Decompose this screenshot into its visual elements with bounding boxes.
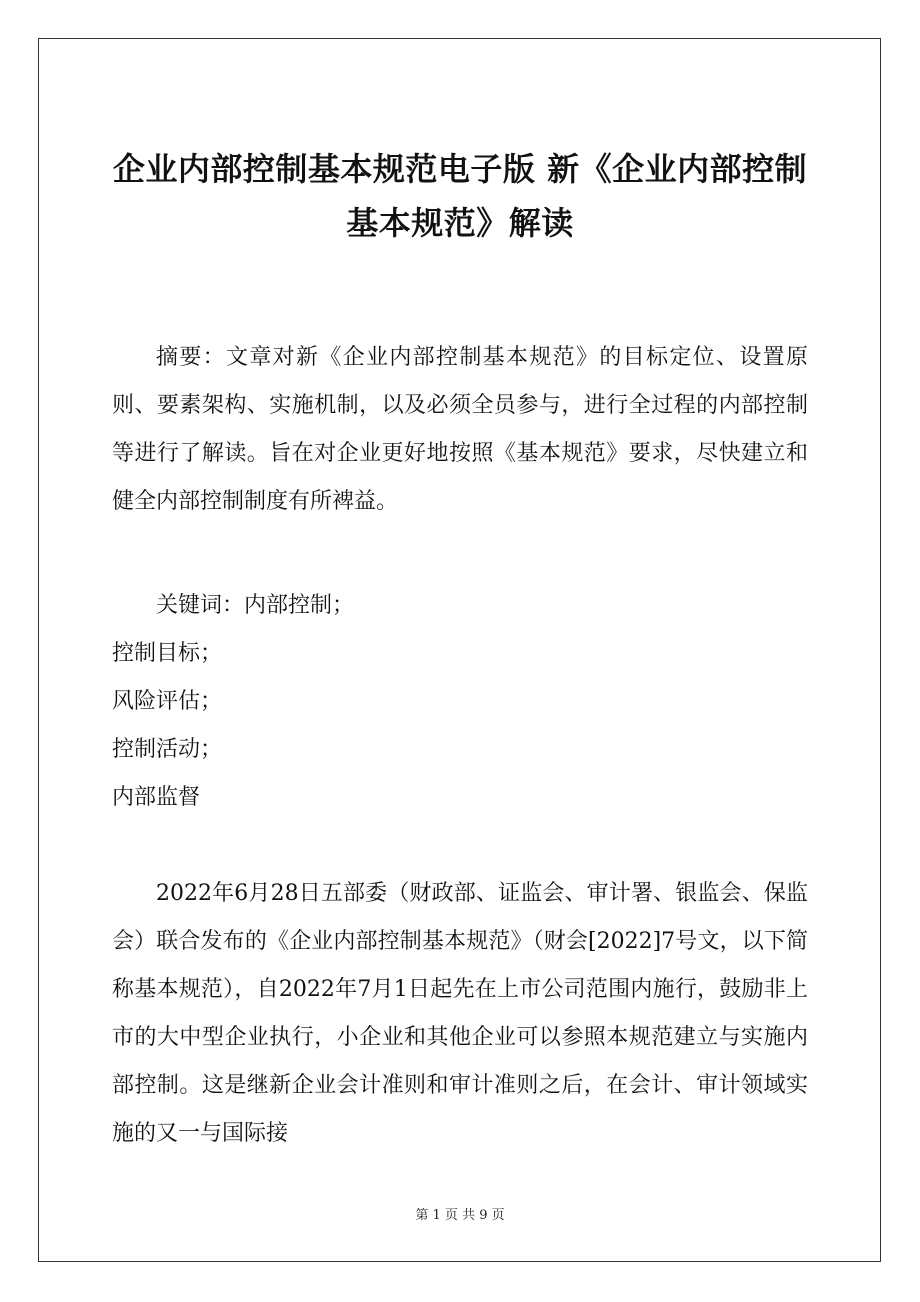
body-paragraph: 2022年6月28日五部委（财政部、证监会、审计署、银监会、保监会）联合发布的《企业内部控制基本规范》（财会[2022]7号文，以下简称基本规范），自2022年7月1日起先在上市公司范围内施行，鼓励非上市的大中型企业执行，小企业和其他企业可以参照本规范建立与实施内部控制。这是继新企业会计准则和审计准则之后，在会计、审计领域实施的又一与国际接: [112, 881, 808, 1146]
keyword-item: 控制活动；: [112, 737, 223, 762]
document-content: [112, 142, 808, 1158]
keywords-block: [112, 582, 808, 822]
keywords-line: 关键词：内部控制；: [156, 593, 355, 618]
page-footer: 第 1 页 共 9 页: [415, 1208, 505, 1223]
keyword-item: 风险评估；: [112, 689, 223, 714]
abstract-paragraph: 摘要：文章对新《企业内部控制基本规范》的目标定位、设置原则、要素架构、实施机制，以及必须全员参与，进行全过程的内部控制等进行了解读。旨在对企业更好地按照《基本规范》要求，尽快建立和健全内部控制制度有所裨益。: [112, 345, 808, 514]
document-title: 企业内部控制基本规范电子版 新《企业内部控制基本规范》解读: [112, 150, 808, 242]
keyword-item: 内部监督: [112, 785, 201, 810]
keyword-item: 控制目标；: [112, 641, 223, 666]
